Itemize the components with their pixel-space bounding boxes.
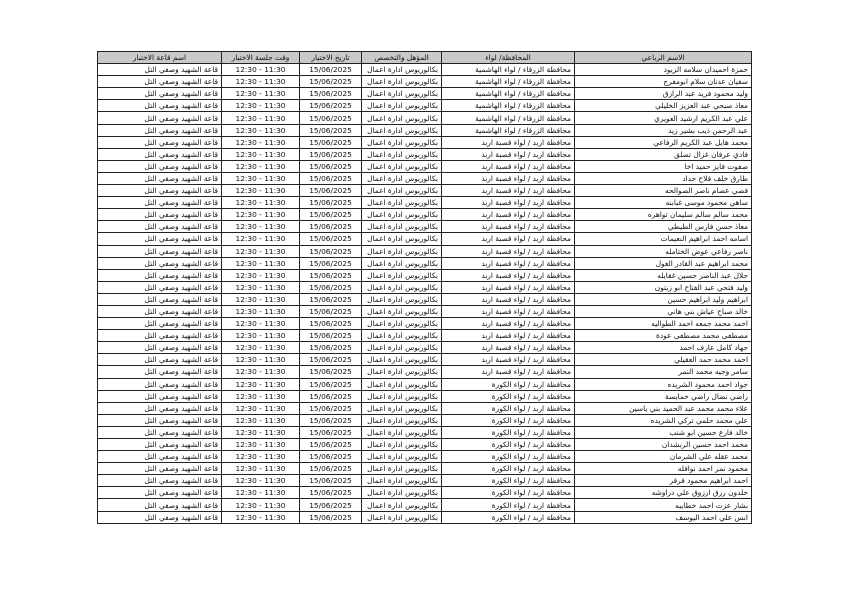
table-row bbox=[98, 451, 752, 463]
governorate-cell: محافظة اربد / لواء الكورة bbox=[442, 451, 575, 463]
exam-date-cell: 15/06/2025 bbox=[300, 511, 362, 523]
exam-hall-cell: قاعة الشهيد وصفي التل bbox=[98, 378, 222, 390]
governorate-cell: محافظة اربد / لواء قصبة اربد bbox=[442, 342, 575, 354]
full-name-cell: ابراهيم وليد ابراهيم حسين bbox=[575, 293, 752, 305]
governorate-cell: محافظة اربد / لواء الكورة bbox=[442, 414, 575, 426]
exam-date-cell: 15/06/2025 bbox=[300, 475, 362, 487]
table-row bbox=[98, 76, 752, 88]
exam-time-cell: 11:30 - 12:30 bbox=[222, 221, 300, 233]
governorate-cell: محافظة اربد / لواء قصبة اربد bbox=[442, 245, 575, 257]
exam-hall-cell: قاعة الشهيد وصفي التل bbox=[98, 330, 222, 342]
full-name-cell: احمد محمد جمعه احمد الطواليه bbox=[575, 318, 752, 330]
exam-time-cell: 11:30 - 12:30 bbox=[222, 245, 300, 257]
table-row bbox=[98, 378, 752, 390]
exam-date-cell: 15/06/2025 bbox=[300, 233, 362, 245]
qualification-cell: بكالوريوس ادارة اعمال bbox=[362, 342, 442, 354]
exam-hall-cell: قاعة الشهيد وصفي التل bbox=[98, 64, 222, 76]
exam-date-cell: 15/06/2025 bbox=[300, 487, 362, 499]
exam-hall-cell: قاعة الشهيد وصفي التل bbox=[98, 185, 222, 197]
exam-time-cell: 11:30 - 12:30 bbox=[222, 197, 300, 209]
qualification-cell: بكالوريوس ادارة اعمال bbox=[362, 245, 442, 257]
full-name-cell: محمد هايل عبد الكريم الرفاعي bbox=[575, 136, 752, 148]
qualification-cell: بكالوريوس ادارة اعمال bbox=[362, 354, 442, 366]
exam-hall-cell: قاعة الشهيد وصفي التل bbox=[98, 257, 222, 269]
qualification-cell: بكالوريوس ادارة اعمال bbox=[362, 221, 442, 233]
qualification-cell: بكالوريوس ادارة اعمال bbox=[362, 197, 442, 209]
exam-hall-cell: قاعة الشهيد وصفي التل bbox=[98, 76, 222, 88]
exam-schedule-sheet bbox=[97, 51, 751, 524]
exam-hall-cell: قاعة الشهيد وصفي التل bbox=[98, 439, 222, 451]
exam-time-cell: 11:30 - 12:30 bbox=[222, 136, 300, 148]
governorate-cell: محافظة اربد / لواء قصبة اربد bbox=[442, 318, 575, 330]
governorate-cell: محافظة اربد / لواء الكورة bbox=[442, 487, 575, 499]
governorate-cell: محافظة اربد / لواء الكورة bbox=[442, 390, 575, 402]
table-row bbox=[98, 487, 752, 499]
exam-hall-cell: قاعة الشهيد وصفي التل bbox=[98, 451, 222, 463]
exam-time-cell: 11:30 - 12:30 bbox=[222, 112, 300, 124]
exam-date-cell: 15/06/2025 bbox=[300, 463, 362, 475]
governorate-cell: محافظة الزرقاء / لواء الهاشمية bbox=[442, 124, 575, 136]
full-name-cell: محمد احمد حسين الربشدان bbox=[575, 439, 752, 451]
full-name-cell: احمد محمد حمد العقيلي bbox=[575, 354, 752, 366]
exam-time-cell: 11:30 - 12:30 bbox=[222, 439, 300, 451]
qualification-cell: بكالوريوس ادارة اعمال bbox=[362, 318, 442, 330]
exam-hall-cell: قاعة الشهيد وصفي التل bbox=[98, 281, 222, 293]
full-name-cell: سامر وجيه محمد النمر bbox=[575, 366, 752, 378]
qualification-cell: بكالوريوس ادارة اعمال bbox=[362, 366, 442, 378]
full-name-cell: انس علي احمد اليوسف bbox=[575, 511, 752, 523]
qualification-cell: بكالوريوس ادارة اعمال bbox=[362, 281, 442, 293]
exam-time-cell: 11:30 - 12:30 bbox=[222, 330, 300, 342]
exam-date-cell: 15/06/2025 bbox=[300, 342, 362, 354]
full-name-cell: سفيان عدنان سلام ابومفرج bbox=[575, 76, 752, 88]
governorate-cell: محافظة اربد / لواء الكورة bbox=[442, 499, 575, 511]
qualification-cell: بكالوريوس ادارة اعمال bbox=[362, 305, 442, 317]
exam-date-cell: 15/06/2025 bbox=[300, 281, 362, 293]
table-row bbox=[98, 439, 752, 451]
qualification-cell: بكالوريوس ادارة اعمال bbox=[362, 112, 442, 124]
exam-hall-cell: قاعة الشهيد وصفي التل bbox=[98, 342, 222, 354]
exam-date-cell: 15/06/2025 bbox=[300, 354, 362, 366]
header-full-name: الاسم الرباعي bbox=[575, 52, 752, 64]
exam-time-cell: 11:30 - 12:30 bbox=[222, 124, 300, 136]
table-row bbox=[98, 342, 752, 354]
governorate-cell: محافظة اربد / لواء الكورة bbox=[442, 439, 575, 451]
exam-date-cell: 15/06/2025 bbox=[300, 148, 362, 160]
table-row bbox=[98, 330, 752, 342]
full-name-cell: فضي عصام ناصر الصوالحه bbox=[575, 185, 752, 197]
header-row bbox=[98, 52, 752, 64]
governorate-cell: محافظة اربد / لواء الكورة bbox=[442, 475, 575, 487]
qualification-cell: بكالوريوس ادارة اعمال bbox=[362, 257, 442, 269]
qualification-cell: بكالوريوس ادارة اعمال bbox=[362, 160, 442, 172]
governorate-cell: محافظة اربد / لواء قصبة اربد bbox=[442, 148, 575, 160]
exam-hall-cell: قاعة الشهيد وصفي التل bbox=[98, 499, 222, 511]
governorate-cell: محافظة اربد / لواء الكورة bbox=[442, 402, 575, 414]
exam-hall-cell: قاعة الشهيد وصفي التل bbox=[98, 100, 222, 112]
table-row bbox=[98, 318, 752, 330]
exam-time-cell: 11:30 - 12:30 bbox=[222, 148, 300, 160]
exam-date-cell: 15/06/2025 bbox=[300, 390, 362, 402]
table-row bbox=[98, 366, 752, 378]
exam-time-cell: 11:30 - 12:30 bbox=[222, 511, 300, 523]
full-name-cell: خلدون رزق ارزوق علي دراوشه bbox=[575, 487, 752, 499]
exam-hall-cell: قاعة الشهيد وصفي التل bbox=[98, 160, 222, 172]
exam-hall-cell: قاعة الشهيد وصفي التل bbox=[98, 88, 222, 100]
exam-date-cell: 15/06/2025 bbox=[300, 366, 362, 378]
exam-hall-cell: قاعة الشهيد وصفي التل bbox=[98, 172, 222, 184]
table-row bbox=[98, 160, 752, 172]
exam-time-cell: 11:30 - 12:30 bbox=[222, 342, 300, 354]
exam-time-cell: 11:30 - 12:30 bbox=[222, 402, 300, 414]
table-row bbox=[98, 88, 752, 100]
exam-date-cell: 15/06/2025 bbox=[300, 124, 362, 136]
governorate-cell: محافظة اربد / لواء قصبة اربد bbox=[442, 293, 575, 305]
full-name-cell: علاء محمد محمد عبد الحميد بني ياسين bbox=[575, 402, 752, 414]
exam-time-cell: 11:30 - 12:30 bbox=[222, 318, 300, 330]
governorate-cell: محافظة اربد / لواء قصبة اربد bbox=[442, 209, 575, 221]
table-row bbox=[98, 305, 752, 317]
exam-time-cell: 11:30 - 12:30 bbox=[222, 64, 300, 76]
exam-date-cell: 15/06/2025 bbox=[300, 172, 362, 184]
exam-hall-cell: قاعة الشهيد وصفي التل bbox=[98, 197, 222, 209]
qualification-cell: بكالوريوس ادارة اعمال bbox=[362, 64, 442, 76]
exam-date-cell: 15/06/2025 bbox=[300, 293, 362, 305]
governorate-cell: محافظة اربد / لواء قصبة اربد bbox=[442, 366, 575, 378]
full-name-cell: محمد ابراهيم عبد القادر الغول bbox=[575, 257, 752, 269]
qualification-cell: بكالوريوس ادارة اعمال bbox=[362, 499, 442, 511]
governorate-cell: محافظة اربد / لواء قصبة اربد bbox=[442, 185, 575, 197]
exam-time-cell: 11:30 - 12:30 bbox=[222, 414, 300, 426]
exam-time-cell: 11:30 - 12:30 bbox=[222, 185, 300, 197]
exam-time-cell: 11:30 - 12:30 bbox=[222, 305, 300, 317]
exam-time-cell: 11:30 - 12:30 bbox=[222, 172, 300, 184]
full-name-cell: ناصر رفاعي عوض الختامله bbox=[575, 245, 752, 257]
exam-hall-cell: قاعة الشهيد وصفي التل bbox=[98, 475, 222, 487]
table-row bbox=[98, 124, 752, 136]
full-name-cell: وليد محمود فريد عبد الرازق bbox=[575, 88, 752, 100]
table-row bbox=[98, 426, 752, 438]
exam-date-cell: 15/06/2025 bbox=[300, 160, 362, 172]
full-name-cell: جلال عبد الناصر حسين غقايله bbox=[575, 269, 752, 281]
qualification-cell: بكالوريوس ادارة اعمال bbox=[362, 88, 442, 100]
qualification-cell: بكالوريوس ادارة اعمال bbox=[362, 511, 442, 523]
exam-time-cell: 11:30 - 12:30 bbox=[222, 160, 300, 172]
exam-time-cell: 11:30 - 12:30 bbox=[222, 354, 300, 366]
full-name-cell: جواد احمد محمود الشريده bbox=[575, 378, 752, 390]
exam-date-cell: 15/06/2025 bbox=[300, 64, 362, 76]
full-name-cell: صفوت فايز حميد اخا bbox=[575, 160, 752, 172]
exam-time-cell: 11:30 - 12:30 bbox=[222, 293, 300, 305]
governorate-cell: محافظة الزرقاء / لواء الهاشمية bbox=[442, 100, 575, 112]
header-exam-hall: اسم قاعة الاختبار bbox=[98, 52, 222, 64]
exam-date-cell: 15/06/2025 bbox=[300, 185, 362, 197]
table-row bbox=[98, 112, 752, 124]
qualification-cell: بكالوريوس ادارة اعمال bbox=[362, 439, 442, 451]
exam-date-cell: 15/06/2025 bbox=[300, 439, 362, 451]
table-row bbox=[98, 221, 752, 233]
exam-time-cell: 11:30 - 12:30 bbox=[222, 426, 300, 438]
exam-time-cell: 11:30 - 12:30 bbox=[222, 209, 300, 221]
governorate-cell: محافظة اربد / لواء قصبة اربد bbox=[442, 197, 575, 209]
qualification-cell: بكالوريوس ادارة اعمال bbox=[362, 136, 442, 148]
governorate-cell: محافظة الزرقاء / لواء الهاشمية bbox=[442, 112, 575, 124]
table-row bbox=[98, 354, 752, 366]
table-row bbox=[98, 511, 752, 523]
full-name-cell: حمزة احميدان سلامه الزيود bbox=[575, 64, 752, 76]
exam-hall-cell: قاعة الشهيد وصفي التل bbox=[98, 511, 222, 523]
governorate-cell: محافظة اربد / لواء قصبة اربد bbox=[442, 281, 575, 293]
full-name-cell: علي عبد الكريم ارشيد العويري bbox=[575, 112, 752, 124]
full-name-cell: اسامه احمد ابراهيم النعيمات bbox=[575, 233, 752, 245]
exam-hall-cell: قاعة الشهيد وصفي التل bbox=[98, 269, 222, 281]
qualification-cell: بكالوريوس ادارة اعمال bbox=[362, 233, 442, 245]
exam-hall-cell: قاعة الشهيد وصفي التل bbox=[98, 402, 222, 414]
governorate-cell: محافظة اربد / لواء قصبة اربد bbox=[442, 305, 575, 317]
table-row bbox=[98, 148, 752, 160]
exam-time-cell: 11:30 - 12:30 bbox=[222, 475, 300, 487]
qualification-cell: بكالوريوس ادارة اعمال bbox=[362, 124, 442, 136]
full-name-cell: محمد سالم سالم سليمان تواهره bbox=[575, 209, 752, 221]
full-name-cell: فادي عرفان غزال تصلق bbox=[575, 148, 752, 160]
exam-time-cell: 11:30 - 12:30 bbox=[222, 451, 300, 463]
full-name-cell: خالد فارع حسين ابو شنب bbox=[575, 426, 752, 438]
exam-date-cell: 15/06/2025 bbox=[300, 330, 362, 342]
governorate-cell: محافظة اربد / لواء قصبة اربد bbox=[442, 160, 575, 172]
qualification-cell: بكالوريوس ادارة اعمال bbox=[362, 209, 442, 221]
exam-date-cell: 15/06/2025 bbox=[300, 269, 362, 281]
exam-time-cell: 11:30 - 12:30 bbox=[222, 269, 300, 281]
table-row bbox=[98, 475, 752, 487]
full-name-cell: معاذ صبحي عبد العزيز الخليلي bbox=[575, 100, 752, 112]
exam-time-cell: 11:30 - 12:30 bbox=[222, 100, 300, 112]
exam-time-cell: 11:30 - 12:30 bbox=[222, 463, 300, 475]
exam-hall-cell: قاعة الشهيد وصفي التل bbox=[98, 414, 222, 426]
exam-date-cell: 15/06/2025 bbox=[300, 197, 362, 209]
table-row bbox=[98, 185, 752, 197]
exam-hall-cell: قاعة الشهيد وصفي التل bbox=[98, 366, 222, 378]
table-row bbox=[98, 172, 752, 184]
governorate-cell: محافظة اربد / لواء قصبة اربد bbox=[442, 136, 575, 148]
qualification-cell: بكالوريوس ادارة اعمال bbox=[362, 172, 442, 184]
table-row bbox=[98, 197, 752, 209]
exam-hall-cell: قاعة الشهيد وصفي التل bbox=[98, 112, 222, 124]
table-row bbox=[98, 100, 752, 112]
qualification-cell: بكالوريوس ادارة اعمال bbox=[362, 414, 442, 426]
table-row bbox=[98, 209, 752, 221]
table-row bbox=[98, 402, 752, 414]
governorate-cell: محافظة اربد / لواء قصبة اربد bbox=[442, 233, 575, 245]
exam-time-cell: 11:30 - 12:30 bbox=[222, 233, 300, 245]
governorate-cell: محافظة اربد / لواء الكورة bbox=[442, 511, 575, 523]
exam-hall-cell: قاعة الشهيد وصفي التل bbox=[98, 221, 222, 233]
exam-hall-cell: قاعة الشهيد وصفي التل bbox=[98, 245, 222, 257]
exam-date-cell: 15/06/2025 bbox=[300, 426, 362, 438]
exam-date-cell: 15/06/2025 bbox=[300, 112, 362, 124]
exam-time-cell: 11:30 - 12:30 bbox=[222, 366, 300, 378]
exam-hall-cell: قاعة الشهيد وصفي التل bbox=[98, 463, 222, 475]
exam-hall-cell: قاعة الشهيد وصفي التل bbox=[98, 390, 222, 402]
qualification-cell: بكالوريوس ادارة اعمال bbox=[362, 487, 442, 499]
header-governorate: المحافظة/ لواء bbox=[442, 52, 575, 64]
full-name-cell: راضي نضال راضي خمايسة bbox=[575, 390, 752, 402]
exam-hall-cell: قاعة الشهيد وصفي التل bbox=[98, 124, 222, 136]
governorate-cell: محافظة الزرقاء / لواء الهاشمية bbox=[442, 64, 575, 76]
exam-date-cell: 15/06/2025 bbox=[300, 209, 362, 221]
table-row bbox=[98, 281, 752, 293]
table-row bbox=[98, 499, 752, 511]
full-name-cell: علي محمد حلمي تركي الشريده bbox=[575, 414, 752, 426]
header-exam-date: تاريخ الاختبار bbox=[300, 52, 362, 64]
exam-time-cell: 11:30 - 12:30 bbox=[222, 487, 300, 499]
exam-time-cell: 11:30 - 12:30 bbox=[222, 281, 300, 293]
governorate-cell: محافظة اربد / لواء قصبة اربد bbox=[442, 257, 575, 269]
table-row bbox=[98, 463, 752, 475]
exam-schedule-table bbox=[97, 51, 752, 524]
qualification-cell: بكالوريوس ادارة اعمال bbox=[362, 293, 442, 305]
exam-hall-cell: قاعة الشهيد وصفي التل bbox=[98, 305, 222, 317]
exam-time-cell: 11:30 - 12:30 bbox=[222, 390, 300, 402]
table-row bbox=[98, 414, 752, 426]
table-row bbox=[98, 390, 752, 402]
qualification-cell: بكالوريوس ادارة اعمال bbox=[362, 426, 442, 438]
exam-hall-cell: قاعة الشهيد وصفي التل bbox=[98, 148, 222, 160]
governorate-cell: محافظة اربد / لواء الكورة bbox=[442, 426, 575, 438]
qualification-cell: بكالوريوس ادارة اعمال bbox=[362, 185, 442, 197]
exam-date-cell: 15/06/2025 bbox=[300, 499, 362, 511]
qualification-cell: بكالوريوس ادارة اعمال bbox=[362, 390, 442, 402]
exam-hall-cell: قاعة الشهيد وصفي التل bbox=[98, 293, 222, 305]
exam-date-cell: 15/06/2025 bbox=[300, 76, 362, 88]
full-name-cell: خالد صباح عياش بني هاني bbox=[575, 305, 752, 317]
qualification-cell: بكالوريوس ادارة اعمال bbox=[362, 475, 442, 487]
exam-hall-cell: قاعة الشهيد وصفي التل bbox=[98, 354, 222, 366]
exam-hall-cell: قاعة الشهيد وصفي التل bbox=[98, 426, 222, 438]
full-name-cell: محمد عقله علي الشرمان bbox=[575, 451, 752, 463]
exam-hall-cell: قاعة الشهيد وصفي التل bbox=[98, 318, 222, 330]
full-name-cell: مصطفى محمد مصطفى عودة bbox=[575, 330, 752, 342]
full-name-cell: عبد الرحمن ذيب بشير زيد bbox=[575, 124, 752, 136]
full-name-cell: معاذ حسن فارس الطيطي bbox=[575, 221, 752, 233]
exam-date-cell: 15/06/2025 bbox=[300, 402, 362, 414]
governorate-cell: محافظة اربد / لواء قصبة اربد bbox=[442, 221, 575, 233]
full-name-cell: ساهي محمود موسى غبابنه bbox=[575, 197, 752, 209]
qualification-cell: بكالوريوس ادارة اعمال bbox=[362, 100, 442, 112]
full-name-cell: محمود نمر احمد نوافله bbox=[575, 463, 752, 475]
governorate-cell: محافظة اربد / لواء الكورة bbox=[442, 378, 575, 390]
exam-date-cell: 15/06/2025 bbox=[300, 257, 362, 269]
full-name-cell: وليد فتحي عبد الفتاح ابو زيتون bbox=[575, 281, 752, 293]
exam-date-cell: 15/06/2025 bbox=[300, 318, 362, 330]
exam-time-cell: 11:30 - 12:30 bbox=[222, 88, 300, 100]
header-qualification: المؤهل والتخصص bbox=[362, 52, 442, 64]
exam-date-cell: 15/06/2025 bbox=[300, 221, 362, 233]
governorate-cell: محافظة الزرقاء / لواء الهاشمية bbox=[442, 88, 575, 100]
qualification-cell: بكالوريوس ادارة اعمال bbox=[362, 463, 442, 475]
governorate-cell: محافظة اربد / لواء قصبة اربد bbox=[442, 269, 575, 281]
qualification-cell: بكالوريوس ادارة اعمال bbox=[362, 451, 442, 463]
qualification-cell: بكالوريوس ادارة اعمال bbox=[362, 76, 442, 88]
table-row bbox=[98, 293, 752, 305]
exam-date-cell: 15/06/2025 bbox=[300, 245, 362, 257]
exam-date-cell: 15/06/2025 bbox=[300, 451, 362, 463]
exam-date-cell: 15/06/2025 bbox=[300, 305, 362, 317]
exam-date-cell: 15/06/2025 bbox=[300, 136, 362, 148]
table-row bbox=[98, 233, 752, 245]
governorate-cell: محافظة اربد / لواء قصبة اربد bbox=[442, 172, 575, 184]
table-row bbox=[98, 257, 752, 269]
exam-hall-cell: قاعة الشهيد وصفي التل bbox=[98, 136, 222, 148]
exam-time-cell: 11:30 - 12:30 bbox=[222, 378, 300, 390]
full-name-cell: جهاد كامل عارف احمد bbox=[575, 342, 752, 354]
exam-hall-cell: قاعة الشهيد وصفي التل bbox=[98, 209, 222, 221]
exam-date-cell: 15/06/2025 bbox=[300, 100, 362, 112]
qualification-cell: بكالوريوس ادارة اعمال bbox=[362, 148, 442, 160]
table-row bbox=[98, 64, 752, 76]
exam-hall-cell: قاعة الشهيد وصفي التل bbox=[98, 233, 222, 245]
full-name-cell: بشار عزت احمد خطايبه bbox=[575, 499, 752, 511]
qualification-cell: بكالوريوس ادارة اعمال bbox=[362, 402, 442, 414]
table-row bbox=[98, 245, 752, 257]
table-row bbox=[98, 136, 752, 148]
table-body bbox=[98, 64, 752, 524]
exam-hall-cell: قاعة الشهيد وصفي التل bbox=[98, 487, 222, 499]
full-name-cell: احمد ابراهيم محمود قرقر bbox=[575, 475, 752, 487]
qualification-cell: بكالوريوس ادارة اعمال bbox=[362, 378, 442, 390]
exam-date-cell: 15/06/2025 bbox=[300, 378, 362, 390]
governorate-cell: محافظة الزرقاء / لواء الهاشمية bbox=[442, 76, 575, 88]
exam-time-cell: 11:30 - 12:30 bbox=[222, 499, 300, 511]
header-exam-session-time: وقت جلسة الاختبار bbox=[222, 52, 300, 64]
full-name-cell: طارق خلف فلاح حداد bbox=[575, 172, 752, 184]
governorate-cell: محافظة اربد / لواء قصبة اربد bbox=[442, 330, 575, 342]
qualification-cell: بكالوريوس ادارة اعمال bbox=[362, 269, 442, 281]
exam-date-cell: 15/06/2025 bbox=[300, 88, 362, 100]
governorate-cell: محافظة اربد / لواء الكورة bbox=[442, 463, 575, 475]
governorate-cell: محافظة اربد / لواء قصبة اربد bbox=[442, 354, 575, 366]
exam-date-cell: 15/06/2025 bbox=[300, 414, 362, 426]
table-row bbox=[98, 269, 752, 281]
exam-time-cell: 11:30 - 12:30 bbox=[222, 257, 300, 269]
qualification-cell: بكالوريوس ادارة اعمال bbox=[362, 330, 442, 342]
exam-time-cell: 11:30 - 12:30 bbox=[222, 76, 300, 88]
